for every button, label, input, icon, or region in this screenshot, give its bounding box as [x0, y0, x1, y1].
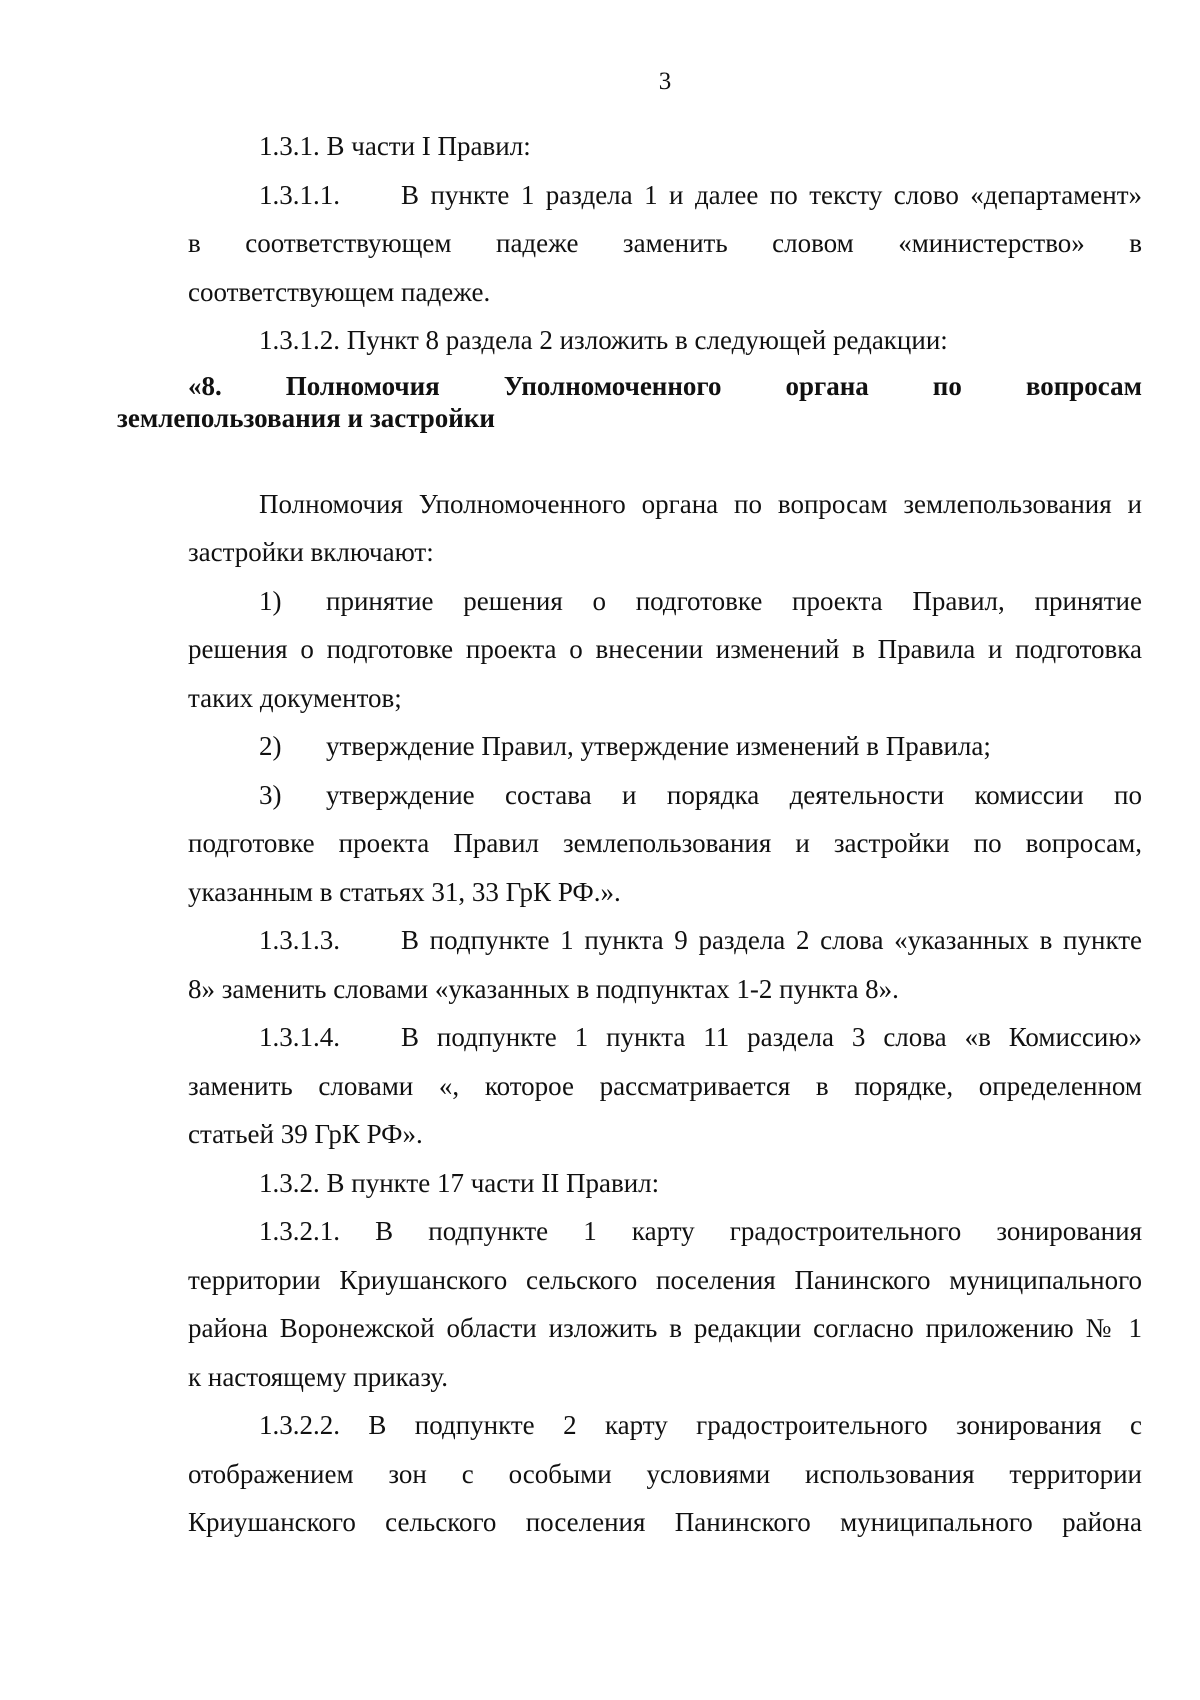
paragraph-1-3-1-3-line-1 — [188, 916, 1142, 965]
paragraph-1-3-2-2-line-2: отображением зон с особыми условиями использования территории — [188, 1458, 1142, 1489]
document-body — [117, 122, 1142, 1547]
paragraph-1-3-2-1-line-4: к настоящему приказу. — [188, 1361, 448, 1392]
list-item-text: утверждение состава и порядка деятельности комиссии по — [326, 779, 1142, 810]
clause-text: В пункте 1 раздела 1 и далее по тексту слово «департамент» — [401, 179, 1142, 210]
list-item-3-line-3: указанным в статьях 31, 33 ГрК РФ.». — [188, 876, 621, 907]
clause-text: В подпункте 1 пункта 11 раздела 3 слова «в Комиссию» — [401, 1022, 1142, 1052]
paragraph-powers-line-1: Полномочия Уполномоченного органа по вопросам землепользования и — [259, 488, 1142, 519]
section-heading — [117, 370, 1142, 434]
paragraph-1-3-1-4-line-2: заменить словами «, которое рассматривается в порядке, определенном — [188, 1070, 1142, 1101]
list-item-1-line-3: таких документов; — [188, 682, 402, 713]
paragraph-1-3-2: 1.3.2. В пункте 17 части II Правил: — [259, 1167, 660, 1198]
clause-number: 1.3.1.3. — [259, 925, 340, 955]
clause-number: 1.3.1.1. — [259, 179, 340, 210]
paragraph-1-3-2-1-line-2: территории Криушанского сельского поселения Панинского муниципального — [188, 1264, 1142, 1295]
clause-text: В подпункте 1 пункта 9 раздела 2 слова «указанных в пункте — [401, 925, 1142, 955]
section-heading-line-1: «8. Полномочия Уполномоченного органа по вопросам — [188, 370, 1142, 401]
list-item-1-line-1 — [188, 577, 1142, 626]
paragraph-1-3-1-1-line-1 — [188, 171, 1142, 220]
paragraph-1-3-1-1-line-3: соответствующем падеже. — [188, 276, 491, 307]
section-heading-line-2: землепользования и застройки — [117, 402, 495, 433]
list-item-2 — [188, 722, 1142, 771]
paragraph-1-3-2-2-line-3: Криушанского сельского поселения Панинского муниципального района — [188, 1507, 1142, 1537]
paragraph-1-3-1-3-line-2: 8» заменить словами «указанных в подпунктах 1-2 пункта 8». — [188, 973, 899, 1004]
list-item-3-line-1 — [188, 771, 1142, 820]
page-number: 3 — [658, 68, 672, 95]
list-item-text: принятие решения о подготовке проекта Правил, принятие — [326, 585, 1142, 616]
paragraph-1-3-1: 1.3.1. В части I Правил: — [259, 131, 531, 161]
list-item-number: 1) — [259, 585, 282, 616]
paragraph-1-3-2-1-line-3: района Воронежской области изложить в редакции согласно приложению № 1 — [188, 1313, 1142, 1343]
paragraph-powers-line-2: застройки включают: — [188, 537, 434, 567]
paragraph-1-3-1-2: 1.3.1.2. Пункт 8 раздела 2 изложить в следующей редакции: — [259, 325, 948, 355]
list-item-text: утверждение Правил, утверждение изменений в Правила; — [326, 731, 991, 761]
list-item-number: 3) — [259, 779, 282, 810]
clause-number: 1.3.1.4. — [259, 1022, 340, 1052]
list-item-3-line-2: подготовке проекта Правил землепользования и застройки по вопросам, — [188, 828, 1142, 858]
paragraph-1-3-1-4-line-1 — [188, 1013, 1142, 1062]
paragraph-1-3-1-1-line-2: в соответствующем падеже заменить словом «министерство» в — [188, 228, 1142, 258]
list-item-1-line-2: решения о подготовке проекта о внесении изменений в Правила и подготовка — [188, 634, 1142, 664]
paragraph-1-3-2-1-line-1: 1.3.2.1. В подпункте 1 карту градостроительного зонирования — [259, 1216, 1142, 1246]
paragraph-1-3-1-4-line-3: статьей 39 ГрК РФ». — [188, 1119, 423, 1149]
document-page — [117, 0, 1142, 1700]
paragraph-1-3-2-2-line-1: 1.3.2.2. В подпункте 2 карту градостроительного зонирования с — [259, 1410, 1142, 1440]
list-item-number: 2) — [259, 731, 282, 761]
